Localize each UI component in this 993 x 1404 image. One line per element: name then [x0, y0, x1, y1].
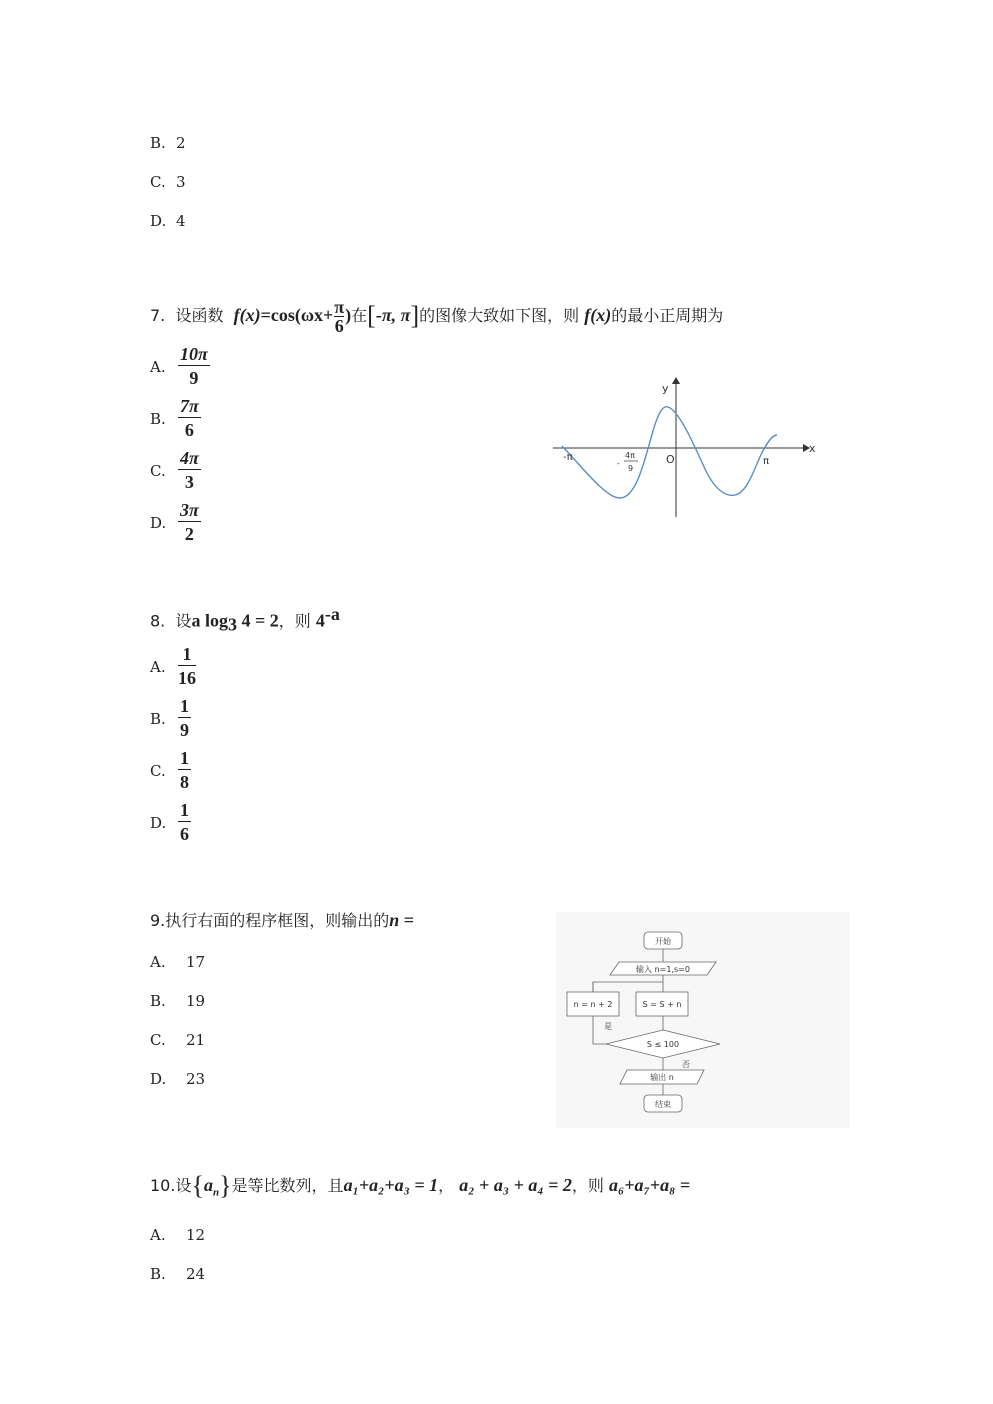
q7-option-b-fraction: $\frac{7\pi}{6}$	[180, 396, 199, 440]
origin-label: O	[666, 453, 675, 466]
q8-option-b-fraction: $\frac{1}{9}$	[180, 696, 189, 740]
q7-option-c-fraction: $\frac{4\pi}{3}$	[180, 448, 199, 492]
q9-flowchart	[556, 912, 850, 1128]
q10-option-b: B. 24	[150, 1265, 206, 1283]
y-axis-arrow-icon	[672, 377, 680, 384]
q9-option-c: C. 21	[150, 1031, 206, 1049]
q6-option-c: C. 3	[150, 173, 186, 191]
q10-option-a: A. 12	[150, 1226, 206, 1244]
q9-stem: 9.执行右面的程序框图，则输出的n =	[150, 910, 415, 930]
q8-option-a-label: A.	[150, 658, 166, 676]
q7-function-graph	[545, 372, 825, 522]
svg-text:输入 n=1,s=0: 输入 n=1,s=0	[636, 965, 690, 974]
q8-option-b-label: B.	[150, 710, 166, 728]
q7-option-a-label: A.	[150, 358, 166, 376]
q7-option-a-fraction: $\frac{10\pi}{9}$	[180, 344, 208, 388]
svg-text:输出 n: 输出 n	[650, 1073, 674, 1082]
svg-text:S ≤ 100: S ≤ 100	[646, 1040, 680, 1049]
q7-option-c-label: C.	[150, 462, 166, 480]
q8-stem: 8. 设a $\log_3 4 = 2$，则 $4^{-a}$	[150, 604, 340, 635]
q7-stem: 7. 设函数 f(x)=cos(ωx+ $\frac{\pi}{6}$ )在[-π, π]的图像大致如下图，则 f(x)的最小正周期为	[150, 297, 724, 336]
q8-option-d-label: D.	[150, 814, 167, 832]
q7-option-d-fraction: $\frac{3\pi}{2}$	[180, 500, 199, 544]
y-label: y	[662, 382, 669, 395]
svg-text:结束: 结束	[655, 1100, 671, 1109]
q7-option-b-label: B.	[150, 410, 166, 428]
q6-option-d: D. 4	[150, 212, 186, 230]
q7-option-d-label: D.	[150, 514, 167, 532]
svg-text:S = S + n: S = S + n	[642, 1000, 682, 1009]
q9-option-a: A. 17	[150, 953, 206, 971]
q8-option-a-fraction: $\frac{1}{16}$	[178, 644, 196, 688]
right-tick-label: π	[763, 456, 770, 467]
tick-prefix: -	[617, 459, 620, 468]
svg-text:开始: 开始	[655, 937, 671, 946]
q6-option-b: B. 2	[150, 134, 186, 152]
flow-yes: 是	[604, 1022, 612, 1031]
q10-stem: 10.设$\{a_n\}$是等比数列，且a₁+a₂+a₃ = 1， a₂ + a₃ + a₄ = 2，则 a₆+a₇+a₈ =	[150, 1171, 691, 1200]
tick-denominator: 9	[628, 464, 634, 473]
tick-numerator: 4π	[625, 451, 635, 460]
svg-text:n = n + 2: n = n + 2	[573, 1000, 613, 1009]
flow-no: 否	[682, 1060, 690, 1069]
left-tick-label: -π	[563, 452, 573, 463]
q8-option-c-fraction: $\frac{1}{8}$	[180, 748, 189, 792]
q8-option-c-label: C.	[150, 762, 166, 780]
q9-option-d: D. 23	[150, 1070, 206, 1088]
q8-option-d-fraction: $\frac{1}{6}$	[180, 800, 189, 844]
q9-option-b: B. 19	[150, 992, 206, 1010]
x-label: x	[809, 442, 816, 455]
